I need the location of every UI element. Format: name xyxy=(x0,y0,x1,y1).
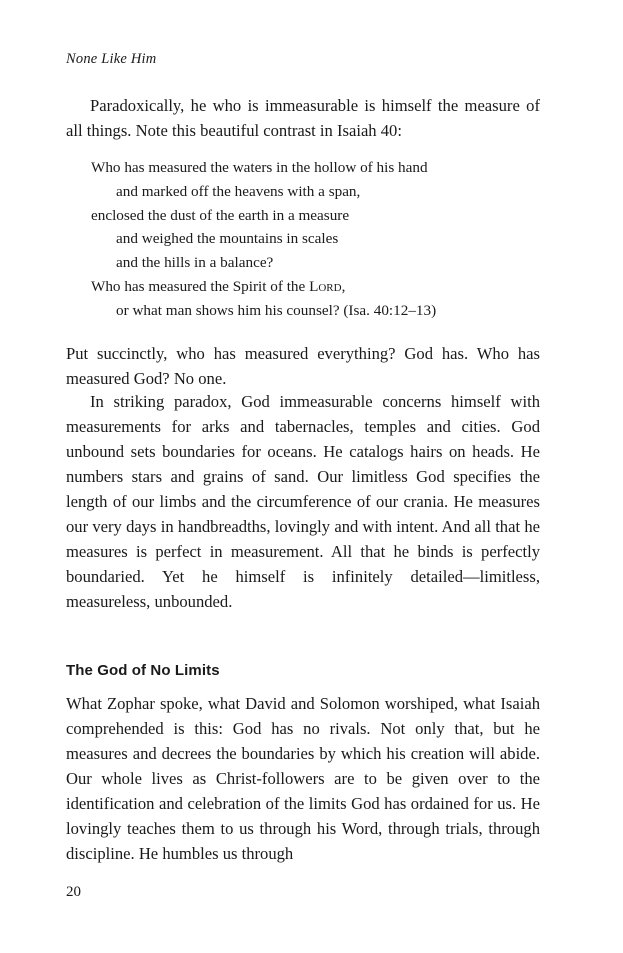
quote-line-2: and marked off the heavens with a span, xyxy=(116,182,361,200)
page-number: 20 xyxy=(66,884,81,900)
quote-line-4: and weighed the mountains in scales xyxy=(116,230,339,248)
quote-line-1: Who has measured the waters in the hollow of his hand xyxy=(91,159,428,176)
quote-line-6 xyxy=(91,275,531,299)
quote-line-5: and the hills in a balance? xyxy=(116,254,274,272)
paragraph-intro: Paradoxically, he who is immeasurable is himself the measure of all things. Note this beautiful contrast in Isaiah 40: xyxy=(66,96,540,140)
section-heading: The God of No Limits xyxy=(66,662,220,679)
running-head: None Like Him xyxy=(66,51,157,67)
quote-line-7: or what man shows him his counsel? (Isa. 40:12–13) xyxy=(116,301,437,319)
quote-line-6-punct: , xyxy=(341,277,346,295)
paragraph-paradox: In striking paradox, God immeasurable concerns himself with measurements for arks and tabernacles, temples and cities. God unbound sets boundaries for oceans. He catalogs hairs on heads. He numbers stars and grains of sand. Our limitless God specifies the length of our limbs and the circumference of our crania. He measures our very days in handbreadths, lovingly and with intent. And all that he measures is perfect in measurement. All that he binds is perfectly boundaried. Yet he himself is infinitely detailed—limitless, measureless, unbounded. xyxy=(66,392,540,611)
paragraph-no-limits: What Zophar spoke, what David and Solomon worshiped, what Isaiah comprehended is this: God has no rivals. Not only that, but he measures and decrees the boundaries by which his creation will abide. Our whole lives as Christ-followers are to be given over to the identification and celebration of the limits God has ordained for us. He lovingly teaches them to us through his Word, through trials, through discipline. He humbles us through xyxy=(66,694,540,863)
paragraph-succinct: Put succinctly, who has measured everything? God has. Who has measured God? No one. xyxy=(66,344,540,388)
quote-line-3: enclosed the dust of the earth in a measure xyxy=(91,206,350,224)
lord-smallcaps: Lord xyxy=(309,277,342,295)
quote-line-6-text: Who has measured the Spirit of the xyxy=(91,277,310,295)
scripture-quote xyxy=(91,156,531,323)
